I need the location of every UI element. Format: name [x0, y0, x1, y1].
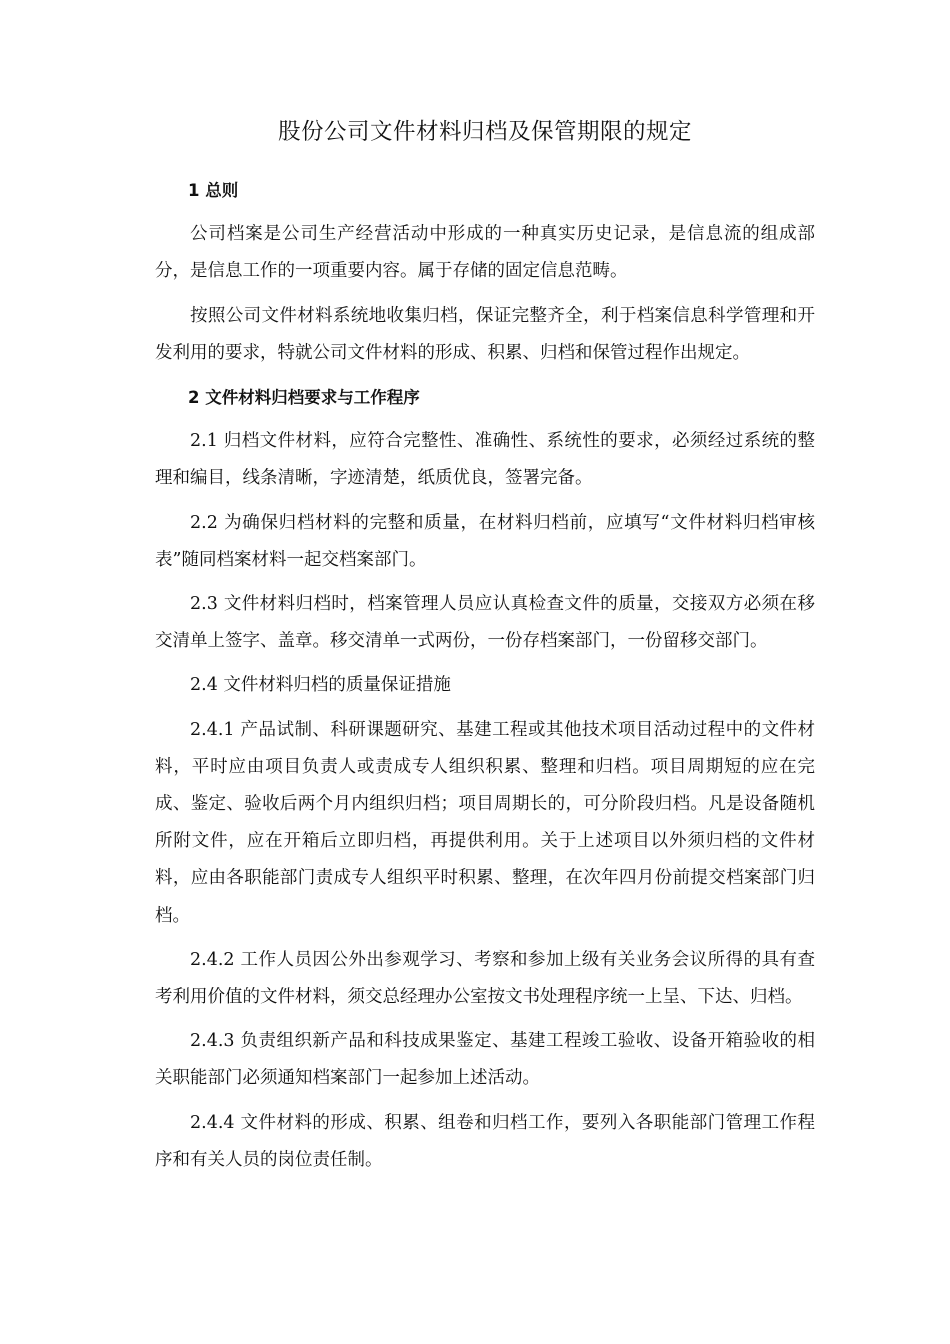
section-heading: 2 文件材料归档要求与工作程序 [188, 388, 420, 408]
body-paragraph: 2.3 文件材料归档时，档案管理人员应认真检查文件的质量，交接双方必须在移交清单上签字、盖章。移交清单一式两份，一份存档案部门，一份留移交部门。 [155, 594, 815, 652]
body-paragraph: 2.4.1 产品试制、科研课题研究、基建工程或其他技术项目活动过程中的文件材料，平时应由项目负责人或责成专人组织积累、整理和归档。项目周期短的应在完成、鉴定、验收后两个月内组织归档；项目周期长的，可分阶段归档。凡是设备随机所附文件，应在开箱后立即归档，再提供利用。关于上述项目以外须归档的文件材料，应由各职能部门责成专人组织平时积累、整理，在次年四月份前提交档案部门归档。 [155, 719, 815, 926]
document-body [155, 113, 815, 1186]
document-title: 股份公司文件材料归档及保管期限的规定 [277, 119, 692, 145]
document-sections [155, 172, 815, 1179]
body-paragraph: 2.4.4 文件材料的形成、积累、组卷和归档工作，要列入各职能部门管理工作程序和有关人员的岗位责任制。 [155, 1112, 815, 1170]
body-paragraph: 2.1 归档文件材料，应符合完整性、准确性、系统性的要求，必须经过系统的整理和编目，线条清晰，字迹清楚，纸质优良，签署完备。 [155, 431, 815, 489]
body-paragraph: 2.4.3 负责组织新产品和科技成果鉴定、基建工程竣工验收、设备开箱验收的相关职能部门必须通知档案部门一起参加上述活动。 [155, 1031, 815, 1089]
body-paragraph: 2.2 为确保归档材料的完整和质量，在材料归档前，应填写“文件材料归档审核表”随同档案材料一起交档案部门。 [155, 512, 815, 570]
body-paragraph: 公司档案是公司生产经营活动中形成的一种真实历史记录，是信息流的组成部分，是信息工作的一项重要内容。属于存储的固定信息范畴。 [155, 224, 815, 282]
body-paragraph: 按照公司文件材料系统地收集归档，保证完整齐全，利于档案信息科学管理和开发利用的要求，特就公司文件材料的形成、积累、归档和保管过程作出规定。 [155, 305, 815, 363]
body-paragraph: 2.4.2 工作人员因公外出参观学习、考察和参加上级有关业务会议所得的具有查考利用价值的文件材料，须交总经理办公室按文书处理程序统一上呈、下达、归档。 [155, 949, 815, 1008]
section-heading: 1 总则 [188, 181, 239, 200]
body-paragraph: 2.4 文件材料归档的质量保证措施 [190, 675, 451, 696]
